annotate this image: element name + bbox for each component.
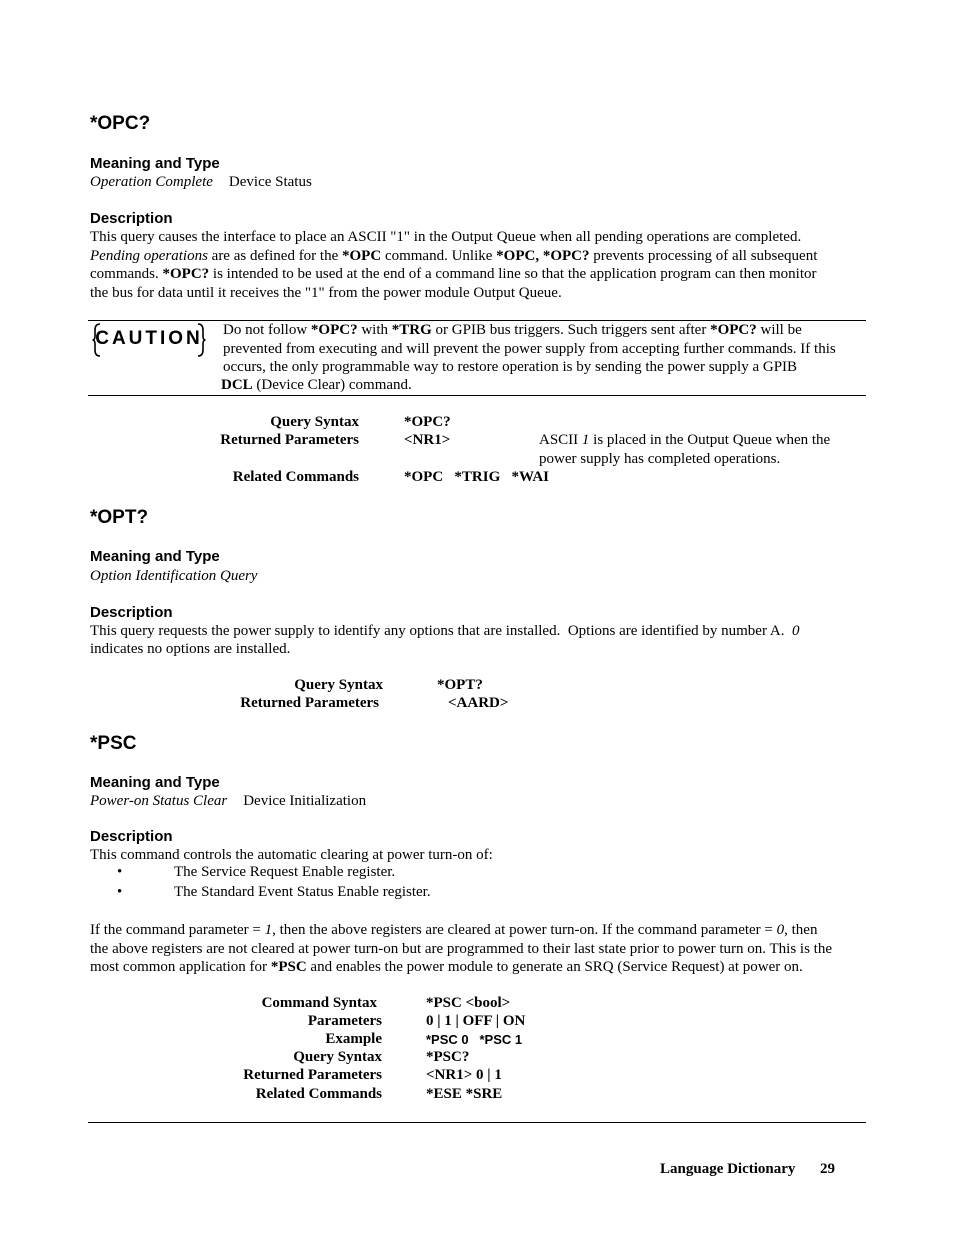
query-syntax-value: *PSC?	[426, 1049, 470, 1065]
list-item: The Service Request Enable register.	[174, 864, 396, 880]
paragraph-line: If the command parameter = 1, then the above registers are cleared at power turn-on. If the command parameter = 0, then	[90, 922, 818, 938]
description-line: indicates no options are installed.	[90, 641, 291, 657]
description-heading: Description	[90, 604, 173, 621]
command-syntax-label: Command Syntax	[261, 995, 377, 1011]
caution-line: Do not follow *OPC? with *TRG or GPIB bus triggers. Such triggers sent after *OPC? will be	[223, 322, 802, 338]
page-number: 29	[820, 1161, 835, 1177]
meaning-heading: Meaning and Type	[90, 155, 220, 172]
caution-label: CAUTION	[95, 328, 203, 349]
returned-note: ASCII 1 is placed in the Output Queue when the	[539, 432, 831, 448]
paragraph-line: most common application for *PSC and enables the power module to generate an SRQ (Service Request) at power on.	[90, 959, 803, 975]
meaning-heading: Meaning and Type	[90, 548, 220, 565]
query-syntax-value: *OPC?	[404, 414, 451, 430]
caution-line: DCL (Device Clear) command.	[221, 377, 412, 393]
caution-badge	[92, 322, 206, 358]
footer-section: Language Dictionary	[660, 1161, 796, 1177]
description-line: This command controls the automatic clearing at power turn-on of:	[90, 847, 493, 863]
description-heading: Description	[90, 828, 173, 845]
query-syntax-value: *OPT?	[437, 677, 483, 693]
bullet-icon: •	[117, 864, 123, 880]
meaning-heading: Meaning and Type	[90, 774, 220, 791]
related-commands-value: *OPC *TRIG *WAI	[404, 469, 550, 485]
caution-line: occurs, the only programmable way to restore operation is by sending the power supply a GPIB	[223, 359, 798, 375]
description-line: commands. *OPC? is intended to be used at the end of a command line so that the application program can then monitor	[90, 266, 817, 282]
example-label: Example	[325, 1031, 382, 1047]
meaning-name: Option Identification Query	[90, 568, 258, 584]
meaning-type: Device Initialization	[243, 793, 367, 809]
description-line: the bus for data until it receives the "1" from the power module Output Queue.	[90, 285, 562, 301]
command-syntax-value: *PSC <bool>	[426, 995, 511, 1011]
example-value: *PSC 0 *PSC 1	[426, 1032, 523, 1047]
parameters-value: 0 | 1 | OFF | ON	[426, 1013, 526, 1029]
returned-parameters-value: <NR1> 0 | 1	[426, 1067, 502, 1083]
meaning-name: Power-on Status Clear	[90, 793, 228, 809]
returned-parameters-label: Returned Parameters	[243, 1067, 382, 1083]
returned-parameters-label: Returned Parameters	[240, 695, 379, 711]
returned-parameters-label: Returned Parameters	[220, 432, 359, 448]
query-syntax-label: Query Syntax	[293, 1049, 382, 1065]
query-syntax-label: Query Syntax	[294, 677, 383, 693]
section-title-opt: *OPT?	[90, 507, 149, 528]
meaning-name: Operation Complete	[90, 174, 213, 190]
meaning-line	[90, 792, 366, 811]
section-title-psc: *PSC	[90, 733, 137, 754]
bullet-icon: •	[117, 884, 123, 900]
returned-note: power supply has completed operations.	[539, 451, 781, 467]
returned-parameters-value: <AARD>	[448, 695, 509, 711]
meaning-type: Device Status	[228, 174, 312, 190]
list-item: The Standard Event Status Enable register.	[174, 884, 431, 900]
section-title-opc: *OPC?	[90, 113, 151, 134]
description-heading: Description	[90, 210, 173, 227]
related-commands-value: *ESE *SRE	[426, 1086, 503, 1102]
caution-line: prevented from executing and will prevent the power supply from accepting further commands. If this	[223, 341, 836, 357]
meaning-line	[90, 173, 312, 192]
parameters-label: Parameters	[307, 1013, 382, 1029]
related-commands-label: Related Commands	[232, 469, 359, 485]
description-line: This query causes the interface to place an ASCII "1" in the Output Queue when all pending operations are completed.	[90, 229, 802, 245]
query-syntax-label: Query Syntax	[270, 414, 359, 430]
related-commands-label: Related Commands	[255, 1086, 382, 1102]
footer-rule	[88, 1122, 866, 1123]
description-line: Pending operations are as defined for the *OPC command. Unlike *OPC, *OPC? prevents processing of all subsequent	[90, 248, 818, 264]
description-line: This query requests the power supply to identify any options that are installed. Options are identified by number A. 0	[90, 623, 800, 639]
caution-bottom-rule	[88, 395, 866, 396]
returned-parameters-value: <NR1>	[404, 432, 451, 448]
meaning-line	[90, 567, 257, 586]
paragraph-line: the above registers are not cleared at power turn-on but are programmed to their last state prior to power turn on. This is the	[90, 941, 832, 957]
